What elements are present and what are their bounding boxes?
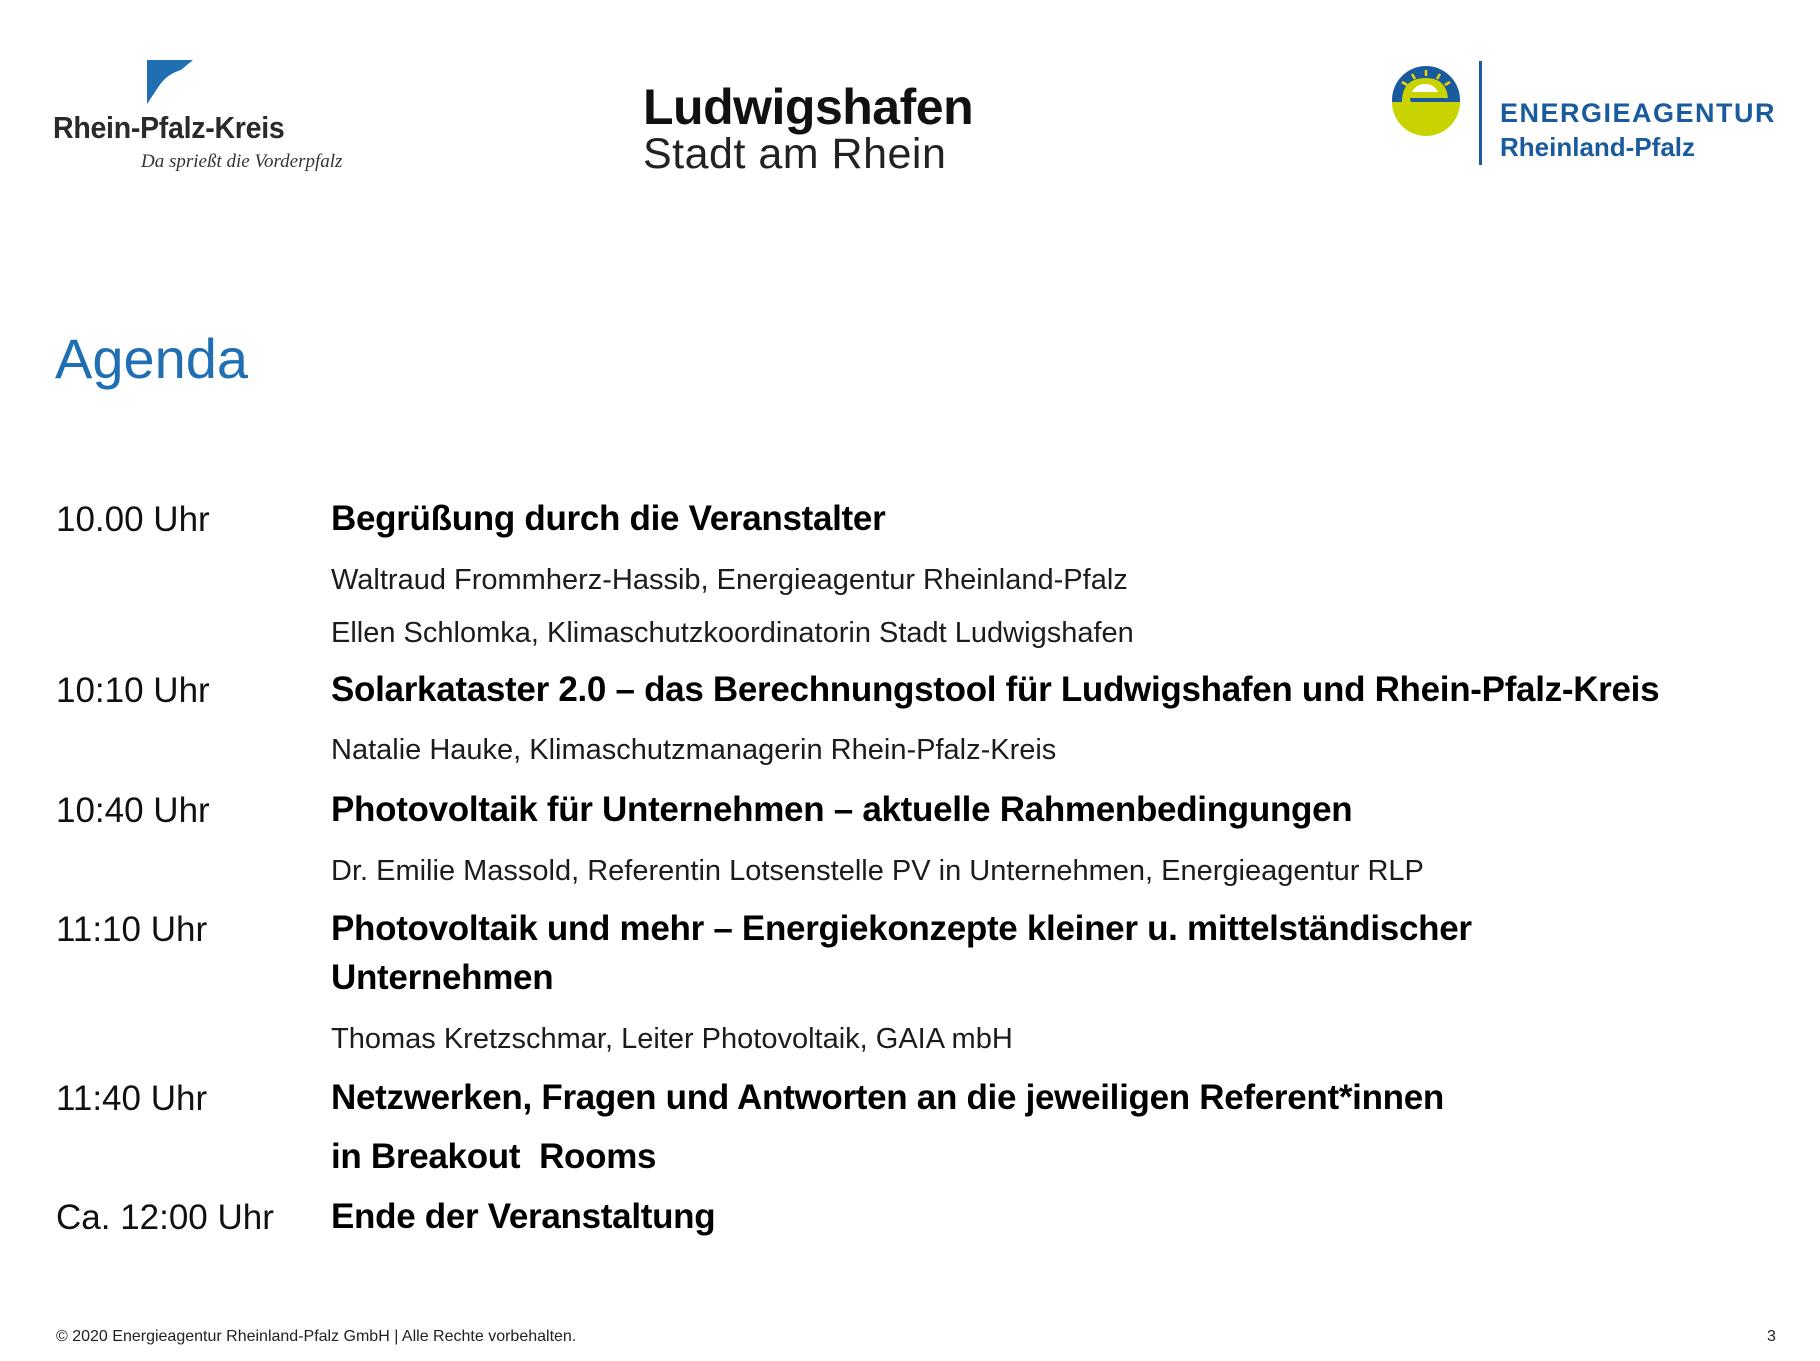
agenda-topic: Photovoltaik für Unternehmen – aktuelle Rahmenbedingungen xyxy=(331,790,1353,829)
agenda-time: 11:40 Uhr xyxy=(56,1079,208,1118)
rpk-logo-tagline: Da sprießt die Vorderpfalz xyxy=(141,151,343,172)
agenda-speaker: Waltraud Frommherz-Hassib, Energieagentur Rheinland-Pfalz xyxy=(331,564,1128,596)
logo-divider xyxy=(1479,61,1482,165)
energieagentur-logo xyxy=(1388,58,1788,168)
energieagentur-logo-name: ENERGIEAGENTUR xyxy=(1500,98,1777,128)
agenda-topic-continued: Unternehmen xyxy=(331,958,554,997)
agenda-speaker: Ellen Schlomka, Klimaschutzkoordinatorin Stadt Ludwigshafen xyxy=(331,617,1134,649)
agenda-topic: Photovoltaik und mehr – Energiekonzepte kleiner u. mittelständischer xyxy=(331,909,1472,948)
agenda-speaker: Thomas Kretzschmar, Leiter Photovoltaik, GAIA mbH xyxy=(331,1023,1013,1055)
rpk-logo-name: Rhein-Pfalz-Kreis xyxy=(53,110,285,145)
page-title: Agenda xyxy=(55,327,249,390)
blue-flag-icon xyxy=(145,60,193,104)
agenda-time: Ca. 12:00 Uhr xyxy=(56,1198,274,1237)
rhein-pfalz-kreis-logo xyxy=(53,58,353,183)
sun-e-icon xyxy=(1388,62,1464,138)
agenda-speaker: Natalie Hauke, Klimaschutzmanagerin Rhein-Pfalz-Kreis xyxy=(331,734,1057,766)
ludwigshafen-logo xyxy=(643,79,974,178)
copyright-footer: © 2020 Energieagentur Rheinland-Pfalz GmbH | Alle Rechte vorbehalten. xyxy=(56,1328,577,1345)
agenda-time: 10:40 Uhr xyxy=(56,791,210,830)
page-number: 3 xyxy=(1767,1328,1776,1345)
ludwigshafen-logo-name: Ludwigshafen xyxy=(643,79,974,135)
agenda-time: 11:10 Uhr xyxy=(56,910,208,949)
agenda-topic: Netzwerken, Fragen und Antworten an die jeweiligen Referent*innen xyxy=(331,1078,1444,1117)
agenda-time: 10:10 Uhr xyxy=(56,671,210,710)
ludwigshafen-logo-subtitle: Stadt am Rhein xyxy=(643,130,947,178)
agenda-speaker: Dr. Emilie Massold, Referentin Lotsenstelle PV in Unternehmen, Energieagentur RLP xyxy=(331,855,1424,887)
agenda-topic: Ende der Veranstaltung xyxy=(331,1197,716,1236)
agenda-topic: Begrüßung durch die Veranstalter xyxy=(331,499,886,538)
agenda-topic: Solarkataster 2.0 – das Berechnungstool für Ludwigshafen und Rhein-Pfalz-Kreis xyxy=(331,670,1660,709)
agenda-time: 10.00 Uhr xyxy=(56,500,210,539)
agenda-topic-continued: in Breakout Rooms xyxy=(331,1137,657,1176)
energieagentur-logo-subtitle: Rheinland-Pfalz xyxy=(1500,132,1696,162)
